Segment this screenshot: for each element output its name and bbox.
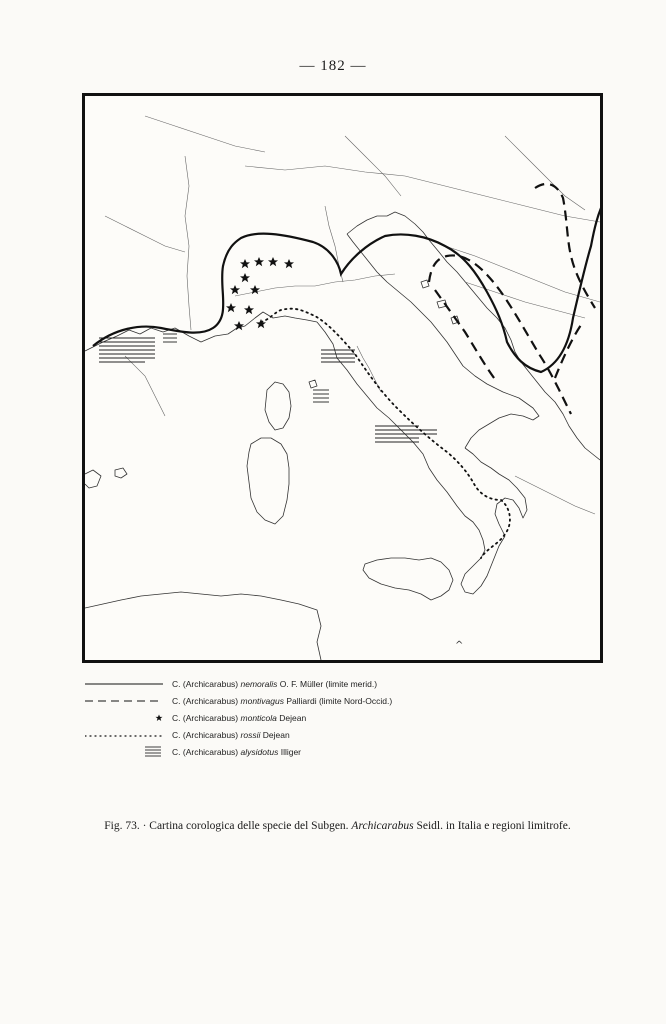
river-tevere bbox=[357, 346, 381, 392]
range-montivagus bbox=[429, 184, 595, 414]
legend-genus: C. (Archicarabus) bbox=[172, 730, 239, 740]
caption-taxon: Archicarabus bbox=[351, 820, 414, 832]
legend-item-alysidotus bbox=[85, 744, 505, 761]
star-marker-8 bbox=[226, 303, 236, 312]
figure-caption bbox=[85, 820, 590, 833]
legend-species: monticola bbox=[240, 713, 277, 723]
legend-item-montivagus bbox=[85, 693, 505, 710]
river-sava bbox=[465, 282, 585, 318]
dotted-line-symbol bbox=[85, 727, 167, 744]
star-marker-6 bbox=[230, 285, 240, 294]
legend-genus: C. (Archicarabus) bbox=[172, 679, 239, 689]
coastline-africa bbox=[85, 592, 321, 660]
island-dalmatia-1 bbox=[421, 280, 429, 288]
distribution-map bbox=[82, 93, 603, 663]
legend-author: Dejean bbox=[279, 713, 307, 723]
island-sicily bbox=[363, 558, 453, 600]
star-marker-2 bbox=[254, 257, 264, 266]
legend-genus: C. (Archicarabus) bbox=[172, 713, 239, 723]
star-marker-9 bbox=[244, 305, 254, 314]
legend-item-rossii bbox=[85, 727, 505, 744]
island-elba bbox=[309, 380, 317, 388]
star-marker-4 bbox=[284, 259, 294, 268]
page-number: — 182 — bbox=[299, 58, 367, 74]
river-danube bbox=[245, 166, 600, 222]
star-symbol bbox=[85, 710, 167, 727]
legend-author: Palliardi (limite Nord-Occid.) bbox=[286, 696, 393, 706]
legend-item-nemoralis bbox=[85, 676, 505, 693]
legend-genus: C. (Archicarabus) bbox=[172, 747, 239, 757]
island-sardinia bbox=[247, 438, 289, 524]
hatching-alysidotus bbox=[99, 334, 437, 442]
river-po bbox=[235, 274, 395, 296]
star-marker-5 bbox=[240, 273, 250, 282]
river-rhine bbox=[145, 116, 265, 152]
river-misc-4 bbox=[345, 136, 401, 196]
island-baleari bbox=[85, 470, 101, 488]
caption-text-end: Seidl. in Italia e regioni limitrofe. bbox=[416, 820, 571, 832]
star-marker-11 bbox=[256, 319, 266, 328]
star-marker-1 bbox=[240, 259, 250, 268]
map-svg bbox=[85, 96, 600, 660]
legend-species: montivagus bbox=[240, 696, 284, 706]
river-rhone bbox=[185, 156, 191, 330]
caption-text: · Cartina corologica delle specie del Subgen. bbox=[142, 820, 349, 832]
legend-genus: C. (Archicarabus) bbox=[172, 696, 239, 706]
coastline-italy-east bbox=[347, 234, 539, 448]
legend-species: nemoralis bbox=[240, 679, 278, 689]
legend-author: Dejean bbox=[262, 730, 290, 740]
figure-label: Fig. 73. bbox=[104, 820, 140, 832]
solid-line-symbol bbox=[85, 676, 167, 693]
hatching-symbol bbox=[85, 744, 167, 761]
dashed-line-symbol bbox=[85, 693, 167, 710]
north-arrow: ^ bbox=[455, 640, 464, 651]
star-marker-3 bbox=[268, 257, 278, 266]
range-nemoralis bbox=[93, 162, 600, 372]
coastline-balkan bbox=[429, 240, 600, 460]
island-corsica bbox=[265, 382, 291, 430]
river-misc-5 bbox=[125, 356, 165, 416]
coastline-calabria bbox=[465, 448, 527, 536]
stars-monticola bbox=[226, 257, 294, 330]
legend-author: Illiger bbox=[280, 747, 302, 757]
legend-author: O. F. Müller (limite merid.) bbox=[279, 679, 378, 689]
legend-item-monticola bbox=[85, 710, 505, 727]
legend-species: alysidotus bbox=[240, 747, 279, 757]
island-minor bbox=[115, 468, 127, 478]
legend bbox=[85, 676, 505, 761]
river-misc-1 bbox=[105, 216, 185, 252]
legend-species: rossii bbox=[240, 730, 261, 740]
river-misc-2 bbox=[505, 136, 585, 210]
